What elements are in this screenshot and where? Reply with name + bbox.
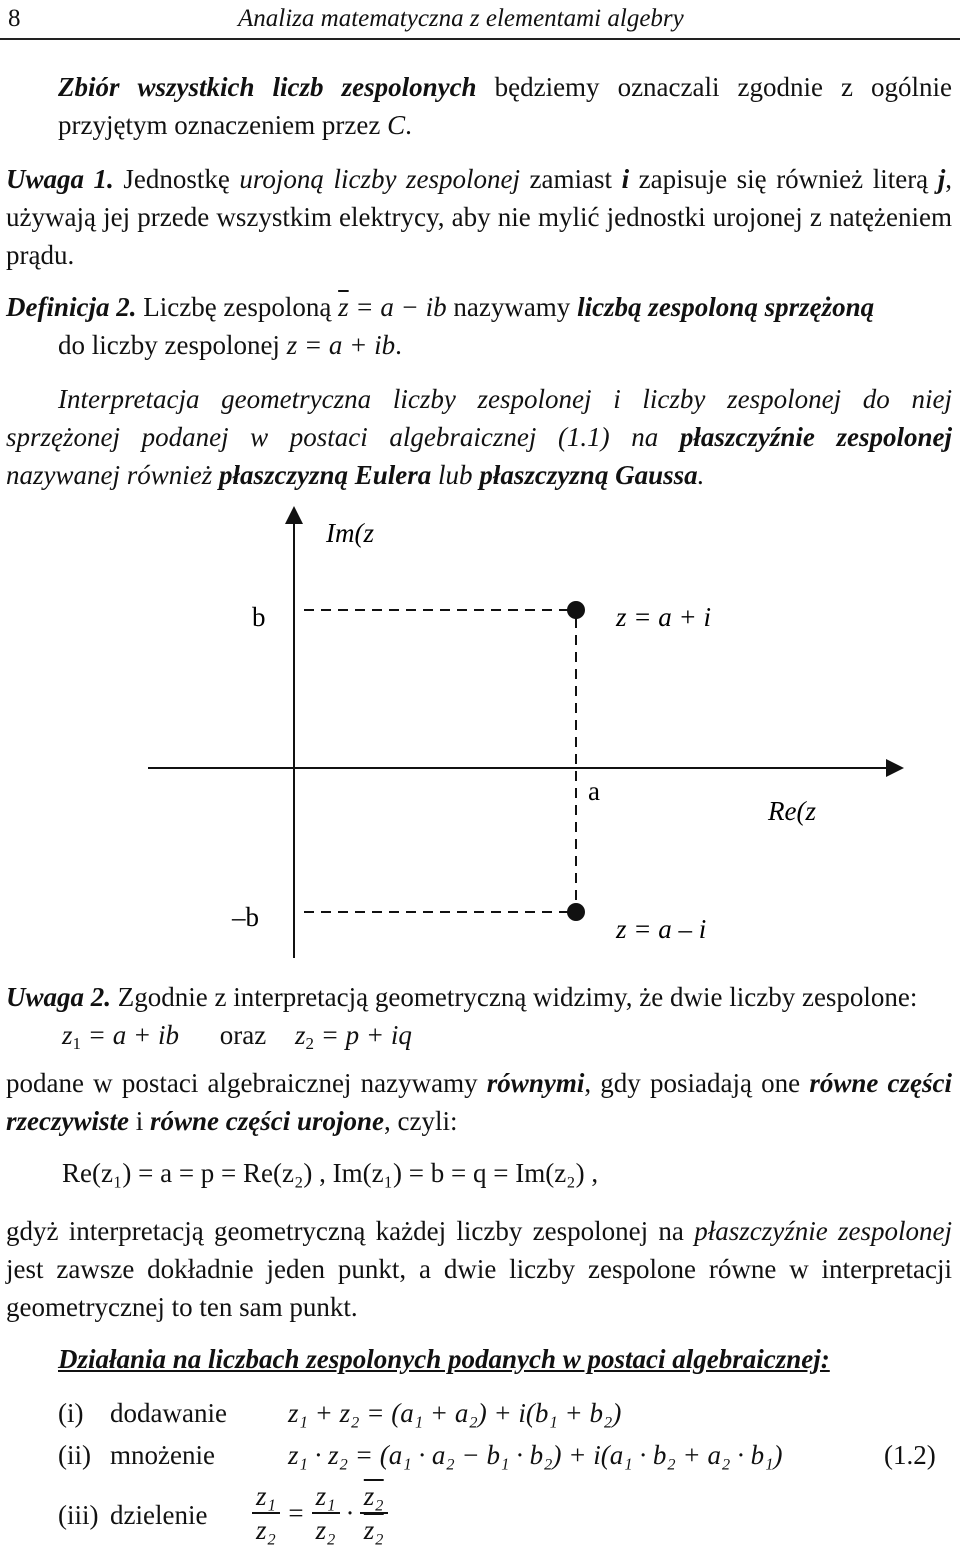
definition-2-line2: do liczby zespolonej z = a + ib. (58, 330, 402, 360)
paragraph-complex-set: Zbiór wszystkich liczb zespolonych będziemy oznaczali zgodnie z ogólnie przyjętym oznaczeniem przez C. (58, 72, 952, 140)
fraction-conjugate: $\frac{\text{z₂}}{\text{z₂}}$ (360, 1480, 388, 1546)
definition-2-label: Definicja 2. (6, 292, 137, 322)
point-upper-label: z = a + i (616, 602, 711, 632)
op-formula-multiplication: z₁ · z₂ = (a₁ · a₂ − b₁ · b₂) + i(a₁ · b₂ + a₂ · b₁) (288, 1440, 783, 1470)
uwaga-2-paragraph: podane w postaci algebraicznej nazywamy równymi, gdy posiadają one równe części rzeczywiste i równe części urojone, czyli: (6, 1068, 953, 1136)
op-num-2: (ii) (58, 1440, 91, 1470)
point-z-conjugate (567, 903, 585, 921)
op-name-2: mnożenie (110, 1440, 215, 1470)
term-complex-set: Zbiór wszystkich liczb zespolonych (58, 72, 477, 102)
op-name-1: dodawanie (110, 1398, 227, 1428)
real-axis-arrowhead (886, 759, 904, 777)
fraction-z1-z2: $\frac{\text{z₁}}{\text{z₂}}$ (252, 1480, 280, 1546)
op-formula-addition: z₁ + z₂ = (a₁ + a₂) + i(b₁ + b₂) (288, 1398, 622, 1428)
point-z (567, 601, 585, 619)
x-axis-label: Re(z (768, 796, 816, 826)
a-label: a (588, 776, 600, 806)
b-label: b (252, 602, 266, 632)
op-name-3: dzielenie (110, 1500, 208, 1530)
definition-2-line1: Definicja 2. Liczbę zespoloną $\overline{z} = a$ − ib nazywamy liczbą zespoloną sprzężoną (6, 292, 875, 322)
op-formula-division: $\frac{\text{z₁}}{\text{z₂}}$ = $\frac{\text{z₁}}{\text{z₂}}$ · $\frac{\text{z₂}}{\text{z₂}}$ (252, 1480, 388, 1546)
uwaga-2-line1: Uwaga 2. Zgodnie z interpretacją geometryczną widzimy, że dwie liczby zespolone: (6, 982, 918, 1012)
complex-plane-diagram (0, 500, 960, 960)
op-num-3: (iii) (58, 1500, 99, 1530)
point-lower-label: z = a – i (616, 914, 707, 944)
y-axis-label: Im(z (326, 518, 374, 548)
equality-condition: Re(z₁) = a = p = Re(z₂) , Im(z₁) = b = q = Im(z₂) , (62, 1158, 599, 1188)
fraction-z1-z2-again: $\frac{\text{z₁}}{\text{z₂}}$ (312, 1480, 340, 1546)
uwaga-2-equations: $z_1 = a$ + ib oraz $z_2 = p$ + iq (62, 1020, 412, 1053)
op-num-1: (i) (58, 1398, 84, 1428)
paragraph-uwaga-1: Uwaga 1. Jednostkę urojoną liczby zespolonej zamiast i zapisuje się również literą j, używają jej przede wszystkim elektrycy, aby nie mylić jednostki urojonej z natężeniem prądu. (6, 164, 952, 270)
uwaga-2-label: Uwaga 2. (6, 982, 112, 1012)
page-number: 8 (8, 5, 21, 32)
neg-b-label: –b (232, 902, 259, 932)
header-rule (0, 38, 960, 40)
imaginary-axis-arrowhead (285, 506, 303, 524)
running-title: Analiza matematyczna z elementami algebry (238, 5, 684, 32)
operations-heading: Działania na liczbach zespolonych podanych w postaci algebraicznej: (58, 1344, 830, 1374)
equation-number: (1.2) (884, 1440, 936, 1470)
uwaga-2-conclusion: gdyż interpretacją geometryczną każdej liczby zespolonej na płaszczyźnie zespolonej jest zawsze dokładnie jeden punkt, a dwie liczby zespolone równe w interpretacji geometrycznej to ten sam punkt. (6, 1216, 952, 1322)
uwaga-1-label: Uwaga 1. (6, 164, 114, 194)
paragraph-interpretation: Interpretacja geometryczna liczby zespolonej i liczby zespolonej do niej sprzężonej podanej w postaci algebraicznej (1.1) na płaszczyźnie zespolonej nazywanej również płaszczyzną Eulera lub płaszczyzną Gaussa. (6, 384, 952, 490)
